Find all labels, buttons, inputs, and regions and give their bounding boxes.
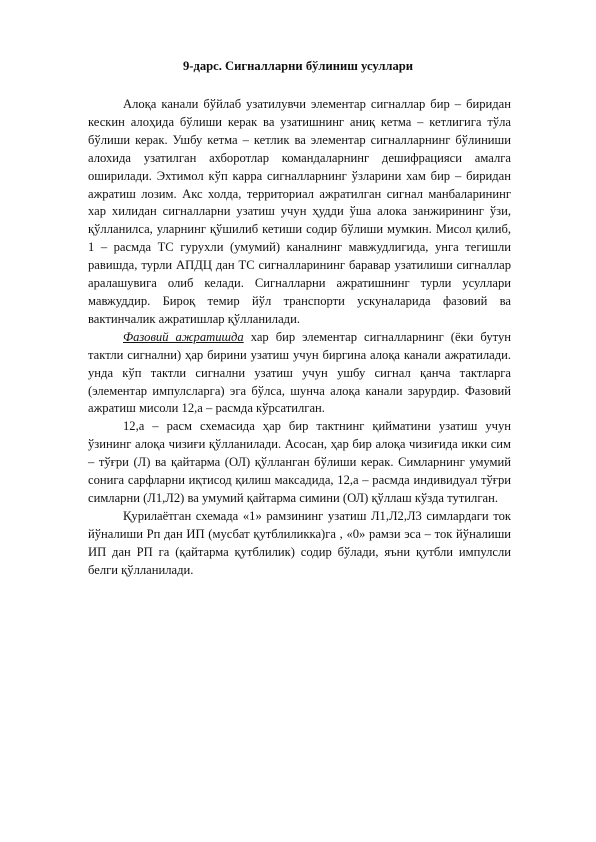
paragraph-4: [88, 508, 511, 580]
paragraph-2-emphasis: Фазовий ажратишда: [123, 329, 244, 344]
paragraph-3-text: 12,а – расм схемасида ҳар бир тактнинг қийматини узатиш учун ўзининг алоқа чизиғи қўлланилади. Асосан, ҳар бир алоқа чизиғида икки сим – тўғри (Л) ва қайтарма (ОЛ) қўлланган бўлиши керак. Симларнинг умумий сонига сарфларни иқтисод қилиш максадида, 12,а – расмда индивидуал тўғри симларни (Л1,Л2) ва умумий қайтарма симини (ОЛ) қўллаш кўзда тутилган.: [88, 419, 511, 505]
document-body: [88, 96, 511, 579]
paragraph-2: [88, 329, 511, 419]
paragraph-4-text: Қурилаётган схемада «1» рамзининг узатиш Л1,Л2,Л3 симлардаги ток йўналиши Рп дан ИП (мусбат қутблиликка)га , «0» рамзи эса – ток йўналиши ИП дан РП га (қайтарма қутблилик) содир бўлади, яъни қутбли импулсли белги қўлланилади.: [88, 508, 511, 577]
paragraph-3: [88, 418, 511, 508]
document-title: 9-дарс. Сигналларни бўлиниш усуллари: [182, 59, 414, 73]
paragraph-1: [88, 96, 511, 329]
paragraph-2-text: хар бир элементар сигналларнинг (ёки бутун тактли сигнални) ҳар бирини узатиш учун биргина алоқа канали ажратилади. унда кўп тактли сигнални узатиш учун ушбу сигнал қанча тактларга (элементар импулсларга) эга бўлса, шунча алоқа канали зарурдир. Фазовий ажратиш мисоли 12,а – расмда кўрсатилган.: [88, 329, 512, 416]
paragraph-1-text: Алоқа канали бўйлаб узатилувчи элементар сигналлар бир – биридан кескин алоҳида бўлиши керак ва узатишнинг аниқ кетма – кетлигига тўла бўлиши керак. Ушбу кетма – кетлик ва элементар сигналларнинг бўлиниши алохида узатилган ахборотлар командаларнинг дешифрацияси амалга оширилади. Эхтимол кўп карра сигналларнинг ўзларини хам бир – биридан ажратиш лозим. Акс холда, территориал ажратилган сигнал манбаларининг хар хилидан сигналларни узатиш учун ҳудди ўша алока занжирининг ўзи, қўлланилса, уларнинг қўшилиб кетиши содир бўлиши мумкин. Мисол қилиб, 1 – расмда ТС гурухли (умумий) каналнинг мавжудлигида, унга тегишли равишда, турли АПДЦ дан ТС сигналларининг баравар узатилиши сигналлар аралашувига олиб келади. Сигналларни ажратишнинг турли усуллари мавжуддир. Бироқ темир йўл транспорти ускуналарида фазовий ва вактинчалик ажратишлар қўлланилади.: [88, 97, 511, 326]
